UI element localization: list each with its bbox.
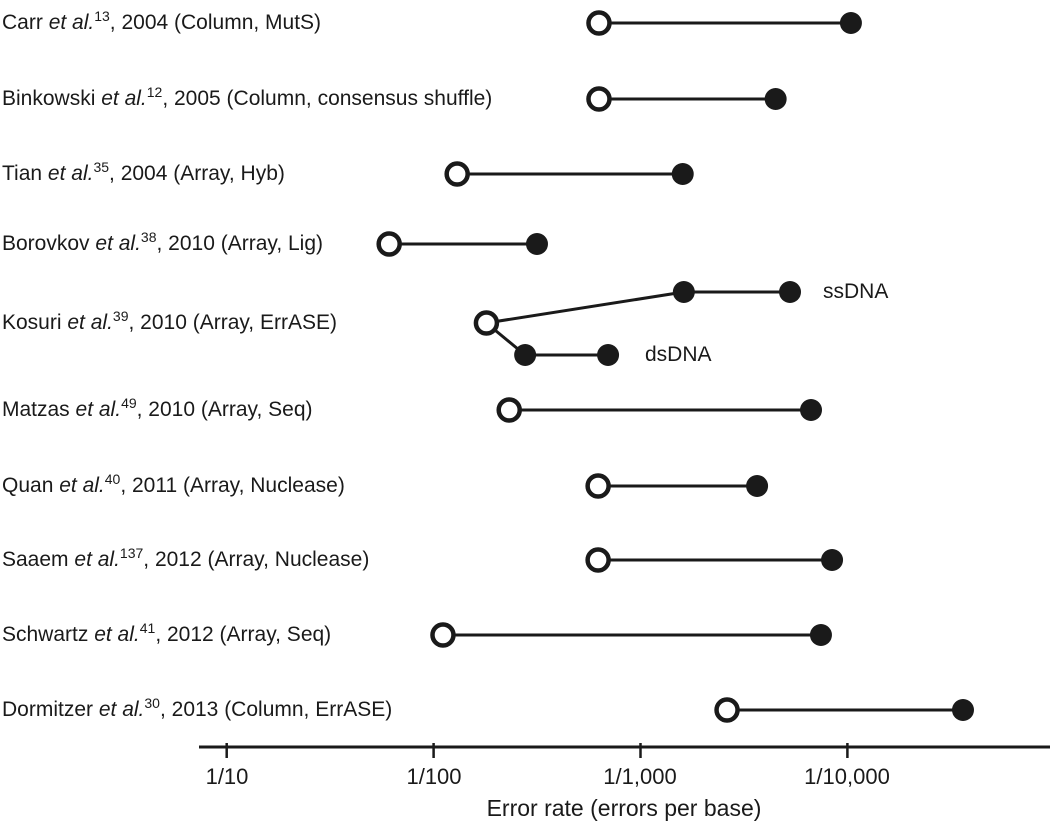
- filled-circle-marker: [746, 475, 768, 497]
- row-label-dormitzer: [2, 697, 392, 723]
- open-circle-marker: [476, 313, 497, 334]
- connector-line: [486, 292, 683, 323]
- filled-circle-marker: [800, 399, 822, 421]
- x-tick-label-1-10000: 1/10,000: [804, 764, 890, 789]
- open-circle-marker: [447, 164, 468, 185]
- ref-number: 12: [146, 84, 163, 100]
- open-circle-marker: [499, 400, 520, 421]
- filled-circle-marker: [821, 549, 843, 571]
- author: Matzas: [2, 398, 70, 421]
- label-tail: , 2004 (Column, MutS): [109, 11, 322, 34]
- author: Kosuri: [2, 311, 62, 334]
- et-al: et al.: [75, 398, 122, 421]
- et-al: et al.: [101, 87, 147, 110]
- row-label-carr: [2, 10, 321, 36]
- open-circle-marker: [588, 476, 609, 497]
- ref-number: 40: [104, 471, 121, 487]
- author: Quan: [2, 474, 54, 497]
- row-label-borovkov: [2, 231, 323, 257]
- open-circle-marker: [379, 234, 400, 255]
- author: Binkowski: [2, 87, 96, 110]
- row-label-quan: [2, 473, 345, 499]
- filled-circle-marker: [765, 88, 787, 110]
- row-label-schwartz: [2, 622, 331, 648]
- x-tick-label-1-10: 1/10: [205, 764, 249, 789]
- row-label-saaem: [2, 547, 369, 573]
- ref-number: 49: [121, 395, 137, 411]
- et-al: et al.: [67, 311, 113, 334]
- filled-circle-marker: [952, 699, 974, 721]
- row-label-kosuri: [2, 310, 337, 336]
- label-tail: , 2013 (Column, ErrASE): [159, 698, 393, 721]
- x-tick-label-1-100: 1/100: [406, 764, 462, 789]
- filled-circle-marker: [672, 163, 694, 185]
- label-tail: , 2012 (Array, Seq): [155, 623, 332, 646]
- open-circle-marker: [717, 700, 738, 721]
- filled-circle-marker: [840, 12, 862, 34]
- open-circle-marker: [588, 550, 609, 571]
- ref-number: 13: [94, 8, 110, 24]
- x-tick-label-1-1000: 1/1,000: [603, 764, 677, 789]
- label-tail: , 2010 (Array, ErrASE): [128, 311, 337, 334]
- x-axis-title: Error rate (errors per base): [486, 795, 762, 821]
- branch-label-ssdna: ssDNA: [823, 280, 889, 303]
- row-label-binkowski: [2, 86, 492, 112]
- et-al: et al.: [48, 11, 95, 34]
- label-tail: , 2012 (Array, Nuclease): [143, 548, 370, 571]
- ref-number: 30: [144, 695, 160, 711]
- filled-circle-marker: [526, 233, 548, 255]
- open-circle-marker: [432, 625, 453, 646]
- et-al: et al.: [59, 474, 105, 497]
- author: Borovkov: [2, 232, 90, 255]
- author: Tian: [2, 162, 43, 185]
- et-al: et al.: [95, 232, 141, 255]
- open-circle-marker: [588, 89, 609, 110]
- author: Saaem: [2, 548, 69, 571]
- label-tail: , 2010 (Array, Lig): [156, 232, 324, 255]
- branch-label-dsdna: dsDNA: [645, 343, 712, 366]
- ref-number: 137: [119, 545, 144, 561]
- filled-circle-marker: [597, 344, 619, 366]
- label-tail: , 2005 (Column, consensus shuffle): [162, 87, 493, 110]
- open-circle-marker: [588, 13, 609, 34]
- label-tail: , 2010 (Array, Seq): [136, 398, 313, 421]
- author: Dormitzer: [2, 698, 94, 721]
- et-al: et al.: [98, 698, 145, 721]
- filled-circle-marker: [779, 281, 801, 303]
- row-label-matzas: [2, 397, 313, 423]
- filled-circle-marker: [673, 281, 695, 303]
- ref-number: 41: [139, 620, 156, 636]
- ref-number: 35: [93, 159, 110, 175]
- row-label-tian: [2, 161, 285, 187]
- ref-number: 38: [140, 229, 157, 245]
- filled-circle-marker: [810, 624, 832, 646]
- label-tail: , 2011 (Array, Nuclease): [120, 474, 345, 497]
- et-al: et al.: [47, 162, 94, 185]
- filled-circle-marker: [514, 344, 536, 366]
- et-al: et al.: [94, 623, 140, 646]
- et-al: et al.: [74, 548, 120, 571]
- author: Schwartz: [2, 623, 89, 646]
- ref-number: 39: [112, 308, 129, 324]
- label-tail: , 2004 (Array, Hyb): [109, 162, 285, 185]
- author: Carr: [2, 11, 43, 34]
